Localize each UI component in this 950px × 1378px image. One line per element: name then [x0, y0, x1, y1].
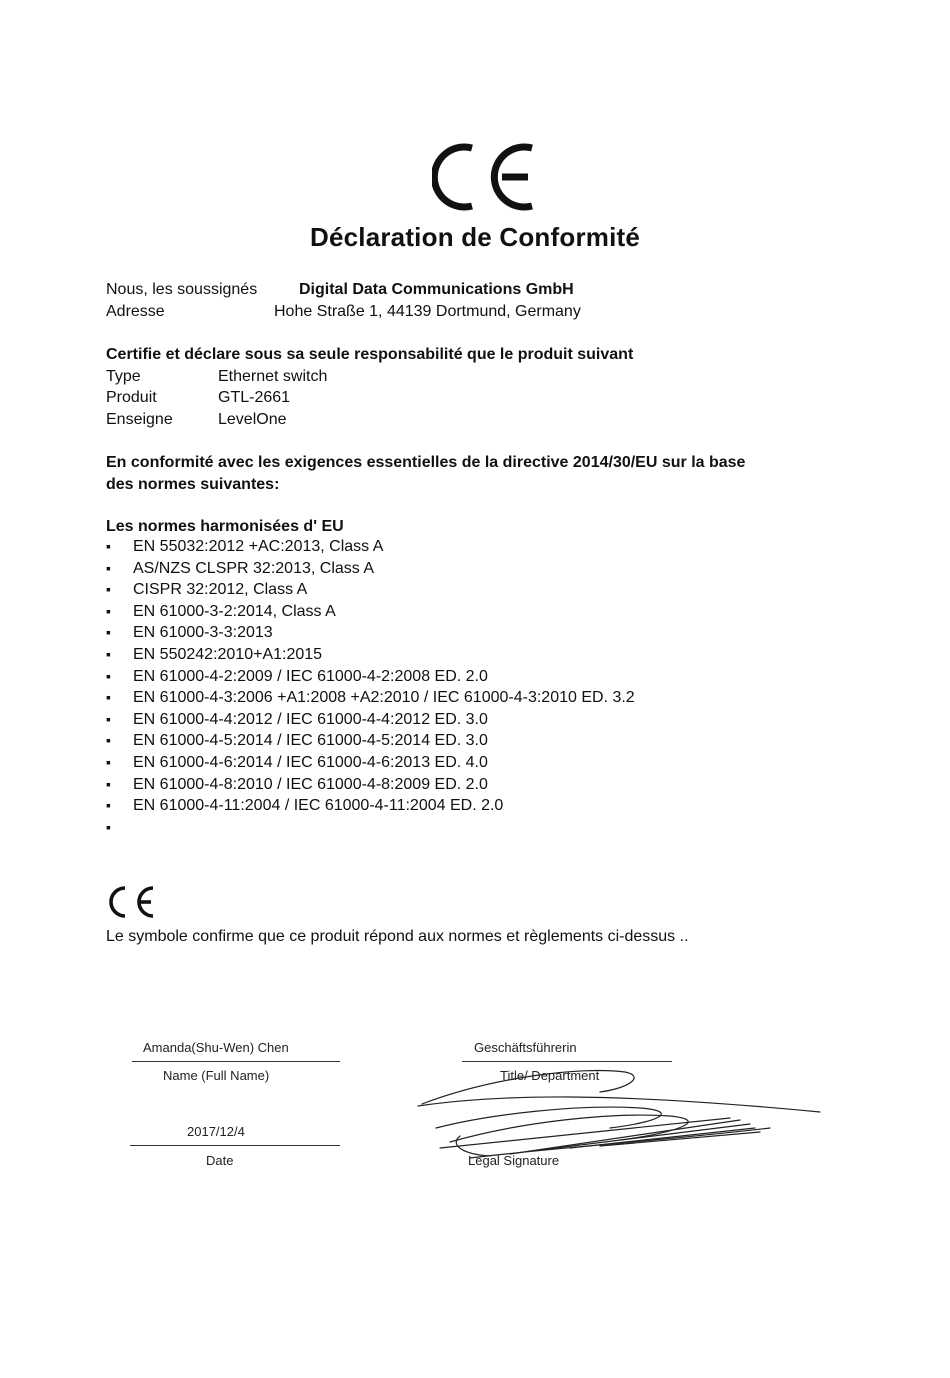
- product-heading: Certifie et déclare sous sa seule responsabilité que le produit suivant: [106, 346, 634, 363]
- list-item: ▪ EN 61000-3-3:2013: [106, 624, 273, 642]
- bullet-icon: ▪: [106, 797, 111, 814]
- list-item: ▪ AS/NZS CLSPR 32:2013, Class A: [106, 559, 374, 577]
- bullet-icon: ▪: [106, 559, 111, 576]
- bullet-icon: ▪: [106, 538, 111, 554]
- ce-mark-large-icon: [432, 140, 542, 214]
- list-item: ▪ EN 61000-4-3:2006 +A1:2008 +A2:2010 / IEC 61000-4-3:2010 ED. 3.2: [106, 689, 635, 707]
- bullet-icon: ▪: [106, 581, 111, 598]
- product-value: GTL-2661: [218, 389, 291, 406]
- address-value: Hohe Straße 1, 44139 Dortmund, Germany: [274, 303, 581, 320]
- bullet-icon: ▪: [106, 710, 111, 727]
- bullet-icon: ▪: [106, 732, 111, 749]
- conformity-line-2: des normes suivantes:: [106, 476, 280, 493]
- list-item: ▪ EN 61000-4-4:2012 / IEC 61000-4-4:2012 ED. 3.0: [106, 710, 488, 728]
- date-label: Date: [206, 1153, 234, 1168]
- bullet-icon: ▪: [106, 818, 111, 835]
- document-title: Déclaration de Conformité: [309, 222, 641, 252]
- ce-statement: Le symbole confirme que ce produit répond aux normes et règlements ci-dessus ..: [106, 928, 689, 945]
- bullet-icon: ▪: [106, 667, 111, 684]
- bullet-icon: ▪: [106, 645, 111, 662]
- standards-list: [106, 538, 635, 840]
- signer-name: Amanda(Shu-Wen) Chen: [143, 1040, 289, 1055]
- bullet-icon: ▪: [106, 753, 111, 770]
- name-label: Name (Full Name): [163, 1068, 270, 1083]
- name-underline: [132, 1061, 340, 1062]
- list-item: ▪ CISPR 32:2012, Class A: [106, 581, 308, 599]
- list-item: ▪ EN 61000-4-8:2010 / IEC 61000-4-8:2009 ED. 2.0: [106, 775, 488, 793]
- list-item: ▪ EN 55032:2012 +AC:2013, Class A: [106, 538, 384, 555]
- company-name: Digital Data Communications GmbH: [299, 281, 574, 298]
- list-item: ▪ EN 550242:2010+A1:2015: [106, 645, 323, 663]
- ce-mark-small-icon: [106, 884, 158, 920]
- title-label: Title/ Department: [500, 1068, 600, 1083]
- signer-title: Geschäftsführerin: [474, 1040, 577, 1055]
- list-item: ▪ EN 61000-4-11:2004 / IEC 61000-4-11:2004 ED. 2.0: [106, 797, 504, 815]
- bullet-icon: ▪: [106, 689, 111, 706]
- list-item: [106, 819, 635, 841]
- handwritten-signature: [410, 1058, 830, 1178]
- bullet-icon: ▪: [106, 624, 111, 641]
- intro-label: Nous, les soussignés: [106, 281, 258, 298]
- list-item: ▪ EN 61000-4-6:2014 / IEC 61000-4-6:2013 ED. 4.0: [106, 753, 488, 771]
- bullet-icon: ▪: [106, 775, 111, 792]
- list-item: ▪ EN 61000-3-2:2014, Class A: [106, 602, 336, 620]
- type-value: Ethernet switch: [218, 368, 328, 385]
- standards-heading: Les normes harmonisées d' EU: [106, 518, 344, 535]
- list-item: ▪ EN 61000-4-2:2009 / IEC 61000-4-2:2008 ED. 2.0: [106, 667, 488, 685]
- brand-label: Enseigne: [106, 411, 173, 428]
- list-item: ▪ EN 61000-4-5:2014 / IEC 61000-4-5:2014 ED. 3.0: [106, 732, 488, 750]
- date-underline: [130, 1145, 340, 1146]
- legal-signature-label: Legal Signature: [468, 1153, 560, 1168]
- bullet-icon: ▪: [106, 602, 111, 619]
- signing-date: 2017/12/4: [187, 1124, 245, 1139]
- address-label: Adresse: [106, 303, 165, 320]
- brand-value: LevelOne: [218, 411, 287, 428]
- product-label: Produit: [106, 389, 157, 406]
- type-label: Type: [106, 368, 141, 385]
- conformity-line-1: En conformité avec les exigences essentielles de la directive 2014/30/EU sur la base: [106, 454, 746, 471]
